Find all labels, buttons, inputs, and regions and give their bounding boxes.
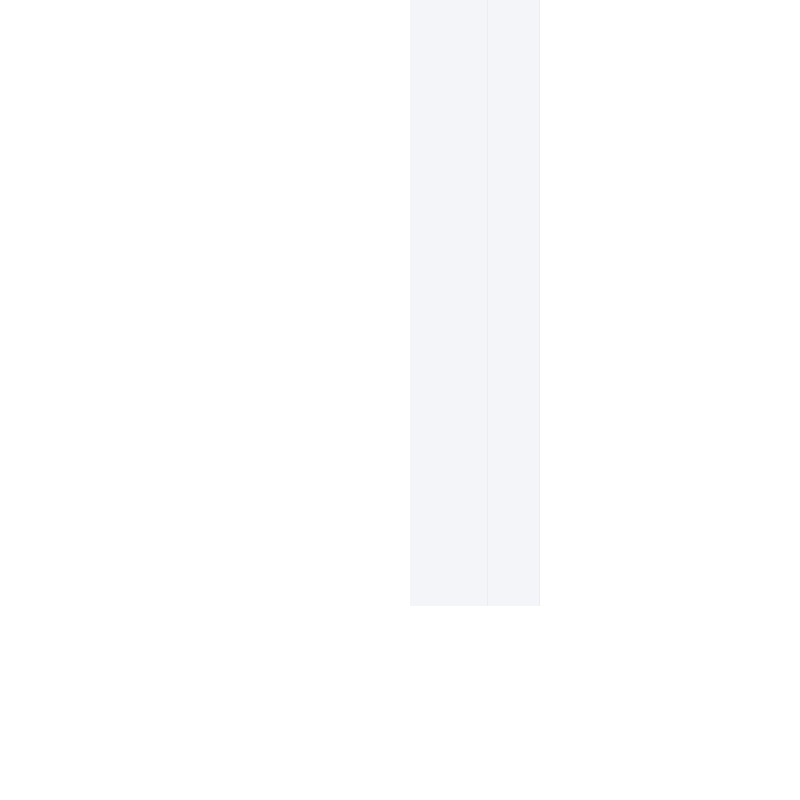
column-divider — [487, 0, 488, 606]
column-band — [488, 0, 539, 606]
column-band — [410, 0, 487, 606]
column-divider — [539, 0, 540, 606]
